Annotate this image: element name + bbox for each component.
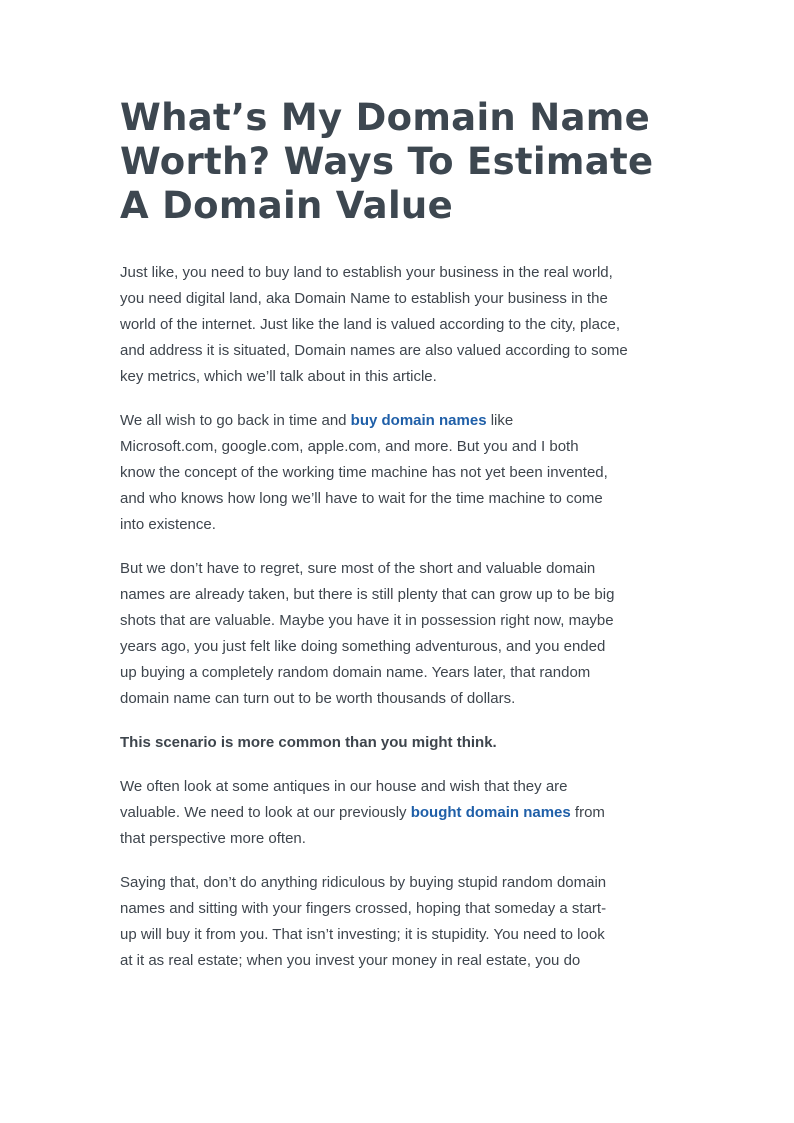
text-segment: We all wish to go back in time and [120, 412, 351, 429]
paragraph-intro [120, 260, 690, 390]
buy-domain-names-link[interactable]: buy domain names [350, 412, 487, 429]
article-body [120, 260, 690, 974]
text-line: names and sitting with your fingers crossed, hoping that someday a start- [120, 900, 607, 917]
text-segment: from [570, 804, 605, 821]
document-page [120, 96, 690, 992]
text-line: Saying that, don’t do anything ridiculous by buying stupid random domain [120, 874, 607, 891]
paragraph-antiques [120, 774, 690, 852]
bought-domain-names-link[interactable]: bought domain names [410, 804, 571, 821]
text-line: domain name can turn out to be worth thousands of dollars. [120, 690, 516, 707]
text-segment: valuable. We need to look at our previously [120, 804, 411, 821]
text-line: key metrics, which we’ll talk about in this article. [120, 368, 437, 385]
text-line: and who knows how long we’ll have to wait for the time machine to come [120, 490, 603, 507]
text-line: up will buy it from you. That isn’t investing; it is stupidity. You need to look [120, 926, 605, 943]
title-line: Worth? Ways To Estimate [120, 140, 654, 183]
paragraph-investing [120, 870, 690, 974]
text-line: and address it is situated, Domain names are also valued according to some [120, 342, 628, 359]
paragraph-time-travel [120, 408, 690, 538]
text-line: you need digital land, aka Domain Name to establish your business in the [120, 290, 608, 307]
text-line: But we don’t have to regret, sure most of the short and valuable domain [120, 560, 596, 577]
title-line: What’s My Domain Name [120, 96, 651, 139]
text-line: shots that are valuable. Maybe you have it in possession right now, maybe [120, 612, 614, 629]
text-line: years ago, you just felt like doing something adventurous, and you ended [120, 638, 606, 655]
text-line: We often look at some antiques in our house and wish that they are [120, 778, 568, 795]
text-line: Just like, you need to buy land to establish your business in the real world, [120, 264, 613, 281]
title-line: A Domain Value [120, 184, 453, 227]
page-title [120, 96, 690, 228]
text-line: at it as real estate; when you invest your money in real estate, you do [120, 952, 581, 969]
text-line: world of the internet. Just like the land is valued according to the city, place, [120, 316, 620, 333]
text-line: Microsoft.com, google.com, apple.com, and more. But you and I both [120, 438, 579, 455]
text-line: that perspective more often. [120, 830, 306, 847]
text-segment: like [486, 412, 514, 429]
text-line: know the concept of the working time machine has not yet been invented, [120, 464, 608, 481]
paragraph-scenario: This scenario is more common than you might think. [120, 734, 497, 751]
text-line: into existence. [120, 516, 216, 533]
text-line: names are already taken, but there is still plenty that can grow up to be big [120, 586, 615, 603]
paragraph-regret [120, 556, 690, 712]
text-line: up buying a completely random domain name. Years later, that random [120, 664, 591, 681]
